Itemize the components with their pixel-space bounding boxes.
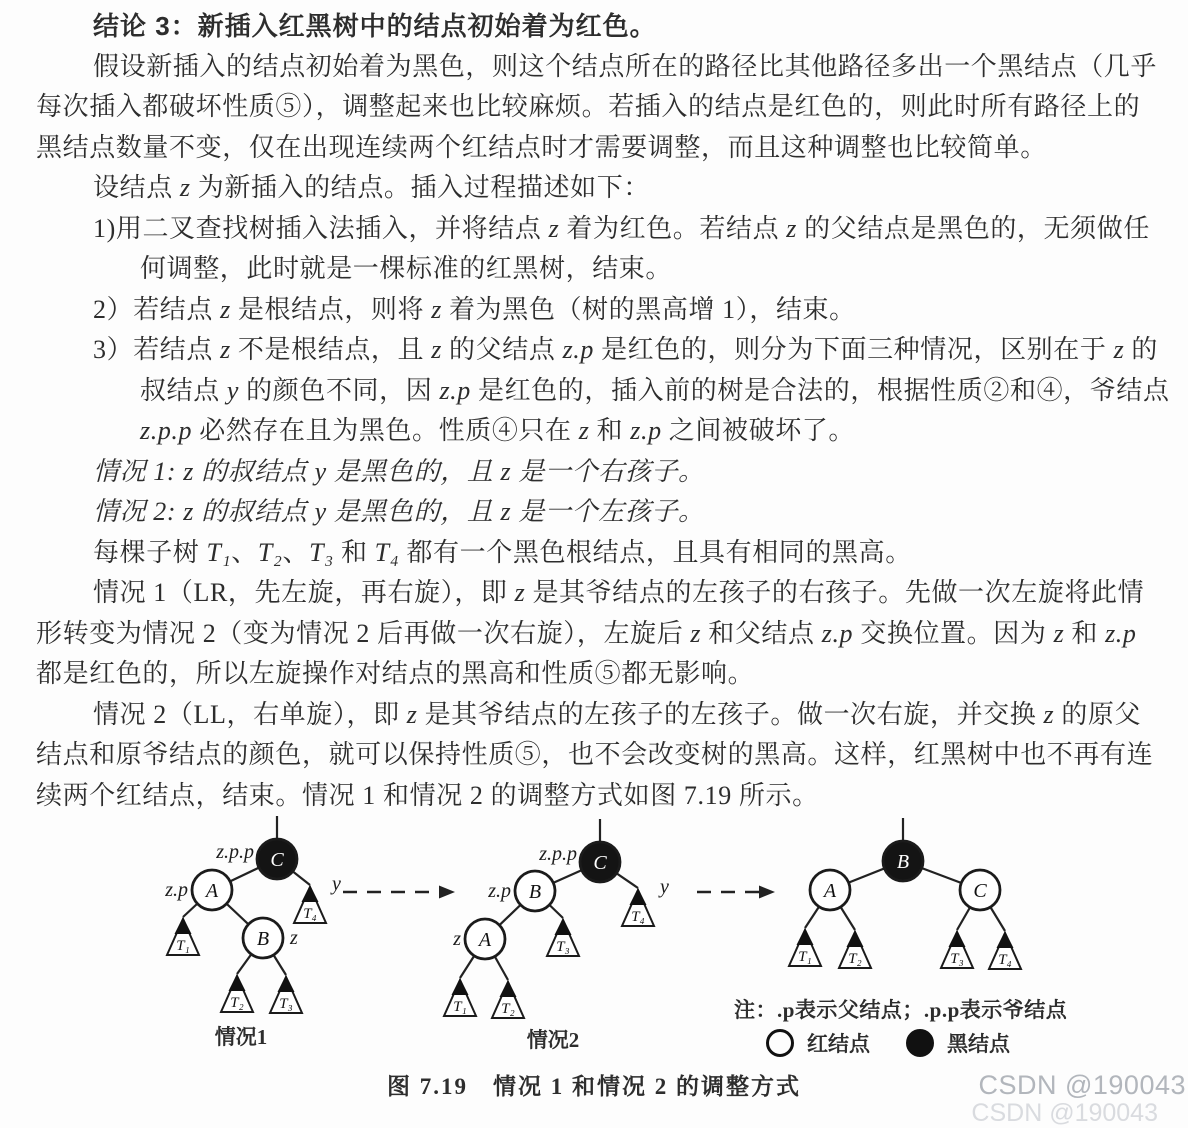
black-root-triangle-icon: [175, 917, 192, 934]
text-run: 情况 1（LR，先左旋，再右旋），即: [93, 578, 515, 607]
subtree-label: T₃: [556, 939, 570, 955]
variable: y: [314, 456, 327, 486]
subtree-label: T₁: [176, 938, 190, 954]
black-root-triangle-icon: [278, 975, 295, 992]
black-root-triangle-icon: [847, 930, 864, 947]
black-root-triangle-icon: [797, 928, 814, 945]
figure-note: 注：.p表示父结点；.p.p表示爷结点: [734, 998, 1068, 1022]
text-run: 着为红色。若结点: [559, 213, 787, 243]
variable: z: [514, 578, 526, 607]
black-root-triangle-icon: [302, 885, 319, 902]
black-root-triangle-icon: [997, 931, 1014, 948]
variable: T₄: [374, 537, 400, 567]
variable: z.p: [439, 375, 471, 405]
variable: z: [690, 618, 702, 648]
black-node-legend-label: 黑结点: [947, 1032, 1010, 1056]
text-run: 和: [333, 537, 375, 567]
variable: y: [314, 497, 327, 526]
text-line: [36, 614, 1158, 655]
pointer-annotation: y: [332, 873, 341, 895]
node-label: B: [256, 928, 270, 950]
text-run: 和: [589, 416, 631, 445]
text-line: [36, 209, 1158, 250]
node-label: C: [270, 849, 284, 871]
variable: z: [1043, 699, 1055, 729]
black-root-triangle-icon: [229, 974, 246, 991]
text-run: 结论 3：新插入红黑树中的结点初始着为红色。: [93, 11, 657, 41]
text-run: 必然存在且为黑色。性质④只在: [192, 416, 579, 445]
node-label: B: [896, 851, 910, 873]
text-line: [36, 168, 1158, 209]
text-run: 设结点: [93, 173, 180, 202]
text-line: [36, 128, 1158, 169]
text-run: 的父结点: [441, 335, 563, 364]
black-node-legend-icon: [906, 1029, 934, 1057]
variable: z.p: [1105, 618, 1137, 648]
variable: z: [578, 416, 590, 445]
variable: T₃: [309, 537, 334, 567]
text-run: 是黑色的，且: [326, 456, 501, 486]
variable: z.p: [821, 618, 854, 648]
variable: z: [183, 456, 194, 486]
text-run: 是其爷结点的左孩子的右孩子。先做一次左旋将此情: [525, 578, 1145, 607]
text-run: 交换位置。因为: [853, 618, 1054, 648]
text-line: [36, 87, 1158, 128]
text-run: 结点和原爷结点的颜色，就可以保持性质⑤，也不会改变树的黑高。这样，红黑树中也不再有连: [36, 740, 1154, 769]
variable: z.p: [630, 416, 662, 445]
text-line: [36, 47, 1158, 88]
pointer-annotation: z: [453, 928, 461, 950]
variable: z: [548, 213, 560, 243]
black-root-triangle-icon: [949, 930, 966, 947]
black-root-triangle-icon: [500, 980, 517, 997]
variable: z: [220, 335, 231, 364]
text-run: 的叔结点: [193, 456, 315, 486]
variable: T₂: [257, 537, 283, 567]
subtree-label: T₃: [279, 996, 293, 1012]
node-label: A: [205, 880, 219, 902]
node-label: C: [593, 852, 607, 874]
text-run: 不是根结点，且: [230, 335, 432, 364]
text-line: [36, 735, 1158, 776]
text-run: 假设新插入的结点初始着为黑色，则这个结点所在的路径比其他路径多出一个黑结点（几乎: [93, 51, 1158, 81]
arrow-head-icon: [439, 886, 455, 899]
variable: z: [500, 456, 512, 486]
pointer-annotation: y: [660, 876, 669, 898]
case2-statement: [36, 492, 1158, 533]
text-run: 的原父: [1054, 699, 1142, 729]
pointer-annotation: z.p.p: [216, 841, 254, 863]
csdn-watermark-partial: CSDN @190043: [971, 1099, 1158, 1127]
subtree-label: T₁: [798, 949, 812, 965]
node-label: B: [528, 881, 542, 903]
text-run: 的父结点是黑色的，无须做任: [797, 213, 1150, 243]
text-line: [36, 654, 1158, 695]
text-run: 每次插入都破坏性质⑤），调整起来也比较麻烦。若插入的结点是红色的，则此时所有路径上的: [36, 92, 1141, 121]
text-run: 的颜色不同，因: [239, 375, 440, 405]
variable: y: [226, 375, 240, 405]
red-node-legend-icon: [766, 1029, 794, 1057]
variable: z: [179, 173, 191, 202]
text-run: 黑结点数量不变，仅在出现连续两个红结点时才需要调整，而且这种调整也比较简单。: [36, 132, 1047, 162]
text-run: 都有一个黑色根结点，且具有相同的黑高。: [399, 537, 912, 567]
variable: z: [406, 699, 418, 729]
conclusion-heading: [36, 6, 1158, 47]
text-run: 1)用二叉查找树插入法插入，并将结点: [93, 213, 549, 243]
text-run: 是红色的，插入前的树是合法的，根据性质②和④，爷结点: [470, 375, 1170, 405]
text-line: [36, 290, 1158, 331]
arrow-head-icon: [759, 886, 775, 899]
text-run: 是根结点，则将: [230, 294, 432, 324]
csdn-watermark: CSDN @190043: [978, 1070, 1186, 1100]
pointer-annotation: z.p.p: [539, 843, 577, 865]
text-line: [36, 533, 1158, 574]
red-node-legend-label: 红结点: [807, 1032, 870, 1056]
variable: z: [786, 213, 798, 243]
variable: T₁: [206, 537, 232, 567]
text-run: 的: [1124, 335, 1159, 364]
black-root-triangle-icon: [630, 888, 647, 905]
pointer-annotation: z.p: [165, 879, 188, 901]
text-run: 3）若结点: [93, 335, 221, 364]
variable: z: [183, 497, 194, 526]
variable: z: [220, 294, 231, 324]
text-line: [36, 330, 1158, 371]
variable: z: [431, 335, 442, 364]
text-run: 是其爷结点的左孩子的左孩子。做一次右旋，并交换: [417, 699, 1044, 729]
subtree-label: T₁: [453, 999, 467, 1015]
node-label: C: [973, 880, 987, 902]
text-run: 和: [1064, 618, 1106, 648]
black-root-triangle-icon: [555, 918, 572, 935]
text-line: [36, 776, 1158, 817]
text-line: [36, 249, 1158, 290]
text-run: 是红色的，则分为下面三种情况，区别在于: [593, 335, 1114, 364]
text-run: 续两个红结点，结束。情况 1 和情况 2 的调整方式如图 7.19 所示。: [36, 780, 819, 810]
variable: z: [1053, 618, 1065, 648]
node-label: A: [478, 929, 492, 951]
subtree-label: T₄: [998, 952, 1012, 968]
text-run: 形转变为情况 2（变为情况 2 后再做一次右旋），左旋后: [36, 618, 691, 648]
text-run: 为新插入的结点。插入过程描述如下：: [190, 173, 650, 202]
text-run: 情况 2（LL，右单旋），即: [93, 699, 407, 729]
subtree-label: T₂: [230, 995, 244, 1011]
text-run: 是黑色的，且: [326, 497, 501, 526]
variable: z: [500, 497, 512, 526]
subtree-label: T₃: [950, 951, 964, 967]
variable: z.p: [562, 335, 594, 364]
variable: z.p.p: [140, 416, 193, 445]
case1-statement: [36, 452, 1158, 493]
text-line: [36, 573, 1158, 614]
subtree-label: T₄: [303, 906, 317, 922]
figure-caption: 图 7.19 情况 1 和情况 2 的调整方式: [387, 1074, 801, 1099]
pointer-annotation: z: [290, 927, 298, 949]
text-line: [36, 411, 1158, 452]
case2-tree-caption: 情况2: [526, 1028, 580, 1052]
text-run: 和父结点: [701, 618, 822, 648]
subtree-label: T₂: [501, 1001, 515, 1017]
text-run: 是一个左孩子。: [511, 497, 705, 526]
text-run: 之间被破坏了。: [661, 416, 855, 445]
variable: z: [1113, 335, 1125, 364]
text-line: [36, 371, 1170, 412]
text-run: 、: [231, 537, 258, 567]
text-run: 何调整，此时就是一棵标准的红黑树，结束。: [140, 254, 673, 283]
text-run: 每棵子树: [93, 537, 207, 567]
text-run: 叔结点: [140, 375, 227, 405]
text-run: 的叔结点: [193, 497, 315, 526]
case1-tree-caption: 情况1: [214, 1025, 268, 1049]
black-root-triangle-icon: [452, 978, 469, 995]
text-run: 2）若结点: [93, 294, 221, 324]
subtree-label: T₂: [848, 951, 862, 967]
pointer-annotation: z.p: [488, 880, 511, 902]
text-line: [36, 695, 1158, 736]
figure-legend: [766, 1028, 1010, 1058]
node-label: A: [823, 880, 837, 902]
text-run: 是一个右孩子。: [511, 456, 705, 486]
text-run: 都是红色的，所以左旋操作对结点的黑高和性质⑤都无影响。: [36, 659, 755, 688]
text-run: 情况 2:: [93, 497, 184, 526]
text-run: 着为黑色（树的黑高增 1），结束。: [441, 294, 856, 324]
text-run: 情况 1:: [93, 456, 184, 486]
subtree-label: T₄: [631, 909, 645, 925]
text-run: 、: [282, 537, 310, 567]
variable: z: [431, 294, 442, 324]
